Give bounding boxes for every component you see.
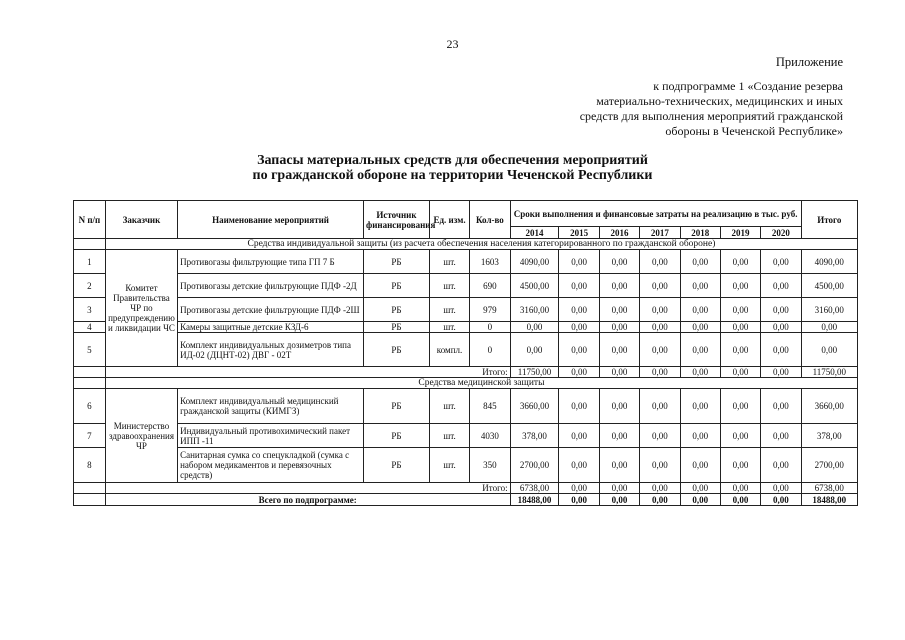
year-value: 0,00 xyxy=(640,424,680,448)
header-period: Сроки выполнения и финансовые затраты на реализацию в тыс. руб. xyxy=(510,201,801,227)
qty-cell: 690 xyxy=(470,274,510,298)
row-number: 2 xyxy=(74,274,106,298)
year-value: 0,00 xyxy=(559,389,599,424)
customer-cell: Комитет Правительства ЧР по предупреждению и ликвидации ЧС xyxy=(105,250,177,367)
source-cell: РБ xyxy=(364,333,430,367)
section-spacer xyxy=(74,378,106,389)
year-value: 0,00 xyxy=(559,448,599,483)
qty-cell: 0 xyxy=(470,333,510,367)
year-value: 0,00 xyxy=(761,389,801,424)
item-name: Камеры защитные детские КЗД-6 xyxy=(178,322,364,333)
table-row xyxy=(74,250,858,274)
year-value: 0,00 xyxy=(680,333,720,367)
year-value: 0,00 xyxy=(599,448,639,483)
item-name: Индивидуальный противохимический пакет ИПП -11 xyxy=(178,424,364,448)
source-cell: РБ xyxy=(364,448,430,483)
table-row xyxy=(74,274,858,298)
header-total: Итого xyxy=(801,201,857,239)
subtotal-value: 0,00 xyxy=(599,367,639,378)
subtotal-label: Итого: xyxy=(105,483,510,494)
item-name: Санитарная сумка со спецукладкой (сумка с набором медикаментов и перевязочных средств) xyxy=(178,448,364,483)
subtotal-spacer xyxy=(74,483,106,494)
header-qty: Кол-во xyxy=(470,201,510,239)
subtotal-value: 0,00 xyxy=(559,483,599,494)
header-row xyxy=(74,201,858,227)
header-num: N п/п xyxy=(74,201,106,239)
header-year: 2020 xyxy=(761,227,801,239)
appendix-line: средств для выполнения мероприятий гражданской xyxy=(579,109,843,123)
year-value: 0,00 xyxy=(640,389,680,424)
grand-total-value: 0,00 xyxy=(599,494,639,506)
table-row xyxy=(74,333,858,367)
year-value: 0,00 xyxy=(640,250,680,274)
subtotal-spacer xyxy=(74,367,106,378)
year-value: 0,00 xyxy=(680,322,720,333)
table-row xyxy=(74,322,858,333)
section-title: Средства медицинской защиты xyxy=(105,378,857,389)
subtotal-row xyxy=(74,483,858,494)
row-number: 4 xyxy=(74,322,106,333)
qty-cell: 845 xyxy=(470,389,510,424)
year-value: 0,00 xyxy=(761,333,801,367)
table-row xyxy=(74,298,858,322)
year-value: 0,00 xyxy=(680,298,720,322)
header-year: 2016 xyxy=(599,227,639,239)
year-value: 0,00 xyxy=(720,448,760,483)
year-value: 0,00 xyxy=(559,250,599,274)
year-value: 0,00 xyxy=(599,298,639,322)
row-total: 4500,00 xyxy=(801,274,857,298)
year-value: 0,00 xyxy=(599,333,639,367)
year-value: 0,00 xyxy=(599,389,639,424)
year-value: 0,00 xyxy=(559,322,599,333)
appendix-line: к подпрограмме 1 «Создание резерва xyxy=(653,79,843,93)
subtotal-total: 11750,00 xyxy=(801,367,857,378)
grand-total-value: 0,00 xyxy=(640,494,680,506)
subtotal-value: 6738,00 xyxy=(510,483,559,494)
year-value: 0,00 xyxy=(640,274,680,298)
subtotal-value: 0,00 xyxy=(720,367,760,378)
appendix-title: Приложение xyxy=(775,55,843,69)
year-value: 0,00 xyxy=(510,333,559,367)
item-name: Комплект индивидуальный медицинский гражданской защиты (КИМГЗ) xyxy=(178,389,364,424)
appendix-subtitle xyxy=(513,79,843,139)
year-value: 0,00 xyxy=(599,322,639,333)
header-unit: Ед. изм. xyxy=(429,201,469,239)
row-number: 8 xyxy=(74,448,106,483)
document-title xyxy=(0,153,905,183)
subtotal-value: 0,00 xyxy=(720,483,760,494)
header-year: 2014 xyxy=(510,227,559,239)
grand-total-spacer xyxy=(74,494,106,506)
grand-total-label: Всего по подпрограмме: xyxy=(105,494,510,506)
subtotal-value: 0,00 xyxy=(640,367,680,378)
year-value: 0,00 xyxy=(640,298,680,322)
subtotal-total: 6738,00 xyxy=(801,483,857,494)
subtotal-value: 0,00 xyxy=(640,483,680,494)
year-value: 0,00 xyxy=(761,274,801,298)
year-value: 0,00 xyxy=(559,298,599,322)
year-value: 0,00 xyxy=(720,322,760,333)
year-value: 0,00 xyxy=(680,274,720,298)
qty-cell: 0 xyxy=(470,322,510,333)
item-name: Противогазы фильтрующие типа ГП 7 Б xyxy=(178,250,364,274)
header-source: Источник финансирования xyxy=(364,201,430,239)
row-number: 3 xyxy=(74,298,106,322)
unit-cell: шт. xyxy=(429,322,469,333)
year-value: 378,00 xyxy=(510,424,559,448)
unit-cell: шт. xyxy=(429,274,469,298)
year-value: 0,00 xyxy=(680,250,720,274)
year-value: 0,00 xyxy=(761,298,801,322)
row-number: 6 xyxy=(74,389,106,424)
year-value: 0,00 xyxy=(640,333,680,367)
row-total: 0,00 xyxy=(801,322,857,333)
row-total: 4090,00 xyxy=(801,250,857,274)
year-value: 0,00 xyxy=(720,424,760,448)
year-value: 0,00 xyxy=(640,322,680,333)
section-spacer xyxy=(74,239,106,250)
year-value: 0,00 xyxy=(640,448,680,483)
year-value: 0,00 xyxy=(559,274,599,298)
unit-cell: шт. xyxy=(429,250,469,274)
source-cell: РБ xyxy=(364,424,430,448)
header-name: Наименование мероприятий xyxy=(178,201,364,239)
qty-cell: 350 xyxy=(470,448,510,483)
title-line: по гражданской обороне на территории Чеченской Республики xyxy=(252,168,653,183)
appendix-line: обороны в Чеченской Республике» xyxy=(665,124,843,138)
grand-total-value: 0,00 xyxy=(680,494,720,506)
grand-total-value: 18488,00 xyxy=(510,494,559,506)
subtotal-value: 0,00 xyxy=(599,483,639,494)
year-value: 0,00 xyxy=(720,298,760,322)
grand-total-value: 0,00 xyxy=(720,494,760,506)
source-cell: РБ xyxy=(364,298,430,322)
row-number: 7 xyxy=(74,424,106,448)
grand-total-total: 18488,00 xyxy=(801,494,857,506)
grand-total-value: 0,00 xyxy=(559,494,599,506)
section-row xyxy=(74,378,858,389)
unit-cell: компл. xyxy=(429,333,469,367)
row-total: 0,00 xyxy=(801,333,857,367)
materials-table xyxy=(73,200,858,506)
source-cell: РБ xyxy=(364,322,430,333)
table-row xyxy=(74,448,858,483)
source-cell: РБ xyxy=(364,274,430,298)
item-name: Противогазы детские фильтрующие ПДФ -2Ш xyxy=(178,298,364,322)
section-title: Средства индивидуальной защиты (из расчета обеспечения населения категорированного по гражданской обороне) xyxy=(105,239,857,250)
header-year: 2015 xyxy=(559,227,599,239)
year-value: 0,00 xyxy=(559,424,599,448)
row-total: 378,00 xyxy=(801,424,857,448)
row-total: 3660,00 xyxy=(801,389,857,424)
year-value: 0,00 xyxy=(761,250,801,274)
year-value: 0,00 xyxy=(720,274,760,298)
row-total: 3160,00 xyxy=(801,298,857,322)
header-year: 2019 xyxy=(720,227,760,239)
year-value: 0,00 xyxy=(599,424,639,448)
table-row xyxy=(74,389,858,424)
item-name: Комплект индивидуальных дозиметров типа ИД-02 (ДЦНТ-02) ДВГ - 02Т xyxy=(178,333,364,367)
subtotal-row xyxy=(74,367,858,378)
header-year: 2017 xyxy=(640,227,680,239)
unit-cell: шт. xyxy=(429,389,469,424)
row-number: 5 xyxy=(74,333,106,367)
qty-cell: 979 xyxy=(470,298,510,322)
year-value: 0,00 xyxy=(680,448,720,483)
section-row xyxy=(74,239,858,250)
unit-cell: шт. xyxy=(429,448,469,483)
row-total: 2700,00 xyxy=(801,448,857,483)
appendix-line: материально-технических, медицинских и иных xyxy=(596,94,843,108)
subtotal-value: 0,00 xyxy=(559,367,599,378)
unit-cell: шт. xyxy=(429,424,469,448)
year-value: 0,00 xyxy=(761,322,801,333)
qty-cell: 1603 xyxy=(470,250,510,274)
year-value: 0,00 xyxy=(599,274,639,298)
subtotal-value: 0,00 xyxy=(680,367,720,378)
year-value: 4090,00 xyxy=(510,250,559,274)
year-value: 3660,00 xyxy=(510,389,559,424)
year-value: 0,00 xyxy=(680,389,720,424)
page-number: 23 xyxy=(446,37,459,51)
year-value: 0,00 xyxy=(720,389,760,424)
subtotal-label: Итого: xyxy=(105,367,510,378)
year-value: 0,00 xyxy=(761,448,801,483)
year-value: 0,00 xyxy=(510,322,559,333)
source-cell: РБ xyxy=(364,250,430,274)
year-value: 0,00 xyxy=(680,424,720,448)
table-row xyxy=(74,424,858,448)
item-name: Противогазы детские фильтрующие ПДФ -2Д xyxy=(178,274,364,298)
unit-cell: шт. xyxy=(429,298,469,322)
header-year: 2018 xyxy=(680,227,720,239)
subtotal-value: 11750,00 xyxy=(510,367,559,378)
title-line: Запасы материальных средств для обеспечения мероприятий xyxy=(257,153,648,168)
year-value: 3160,00 xyxy=(510,298,559,322)
subtotal-value: 0,00 xyxy=(761,367,801,378)
year-value: 4500,00 xyxy=(510,274,559,298)
qty-cell: 4030 xyxy=(470,424,510,448)
subtotal-value: 0,00 xyxy=(761,483,801,494)
source-cell: РБ xyxy=(364,389,430,424)
customer-cell: Министерство здравоохранения ЧР xyxy=(105,389,177,483)
grand-total-value: 0,00 xyxy=(761,494,801,506)
year-value: 0,00 xyxy=(559,333,599,367)
year-value: 0,00 xyxy=(720,333,760,367)
grand-total-row xyxy=(74,494,858,506)
year-value: 0,00 xyxy=(720,250,760,274)
year-value: 0,00 xyxy=(599,250,639,274)
row-number: 1 xyxy=(74,250,106,274)
year-value: 2700,00 xyxy=(510,448,559,483)
header-customer: Заказчик xyxy=(105,201,177,239)
year-value: 0,00 xyxy=(761,424,801,448)
subtotal-value: 0,00 xyxy=(680,483,720,494)
